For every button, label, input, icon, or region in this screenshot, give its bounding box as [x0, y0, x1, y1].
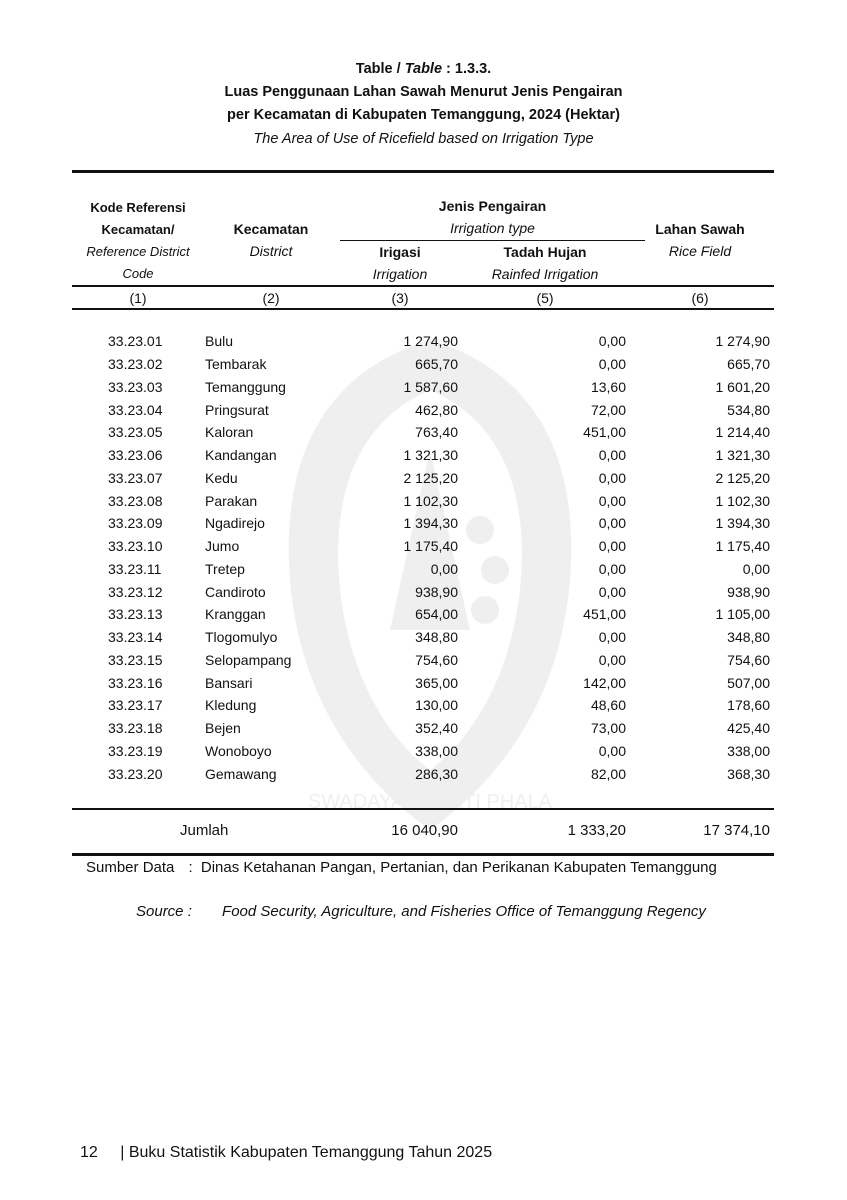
- district-name: Selopampang: [205, 652, 292, 668]
- table-top-rule: [72, 170, 774, 173]
- district-code: 33.23.02: [108, 356, 163, 372]
- table-row: [0, 743, 847, 766]
- district-code: 33.23.19: [108, 743, 163, 759]
- district-name: Kranggan: [205, 606, 266, 622]
- rice-field-value: 1 601,20: [715, 379, 770, 395]
- table-title-id-line2: per Kecamatan di Kabupaten Temanggung, 2024 (Hektar): [227, 107, 620, 123]
- total-label: Jumlah: [180, 822, 229, 839]
- rainfed-value: 142,00: [583, 675, 626, 691]
- district-name: Kandangan: [205, 447, 277, 463]
- district-code: 33.23.13: [108, 606, 163, 622]
- table-row: [0, 356, 847, 379]
- district-code: 33.23.10: [108, 538, 163, 554]
- irrigation-value: 130,00: [415, 697, 458, 713]
- irrigation-value: 763,40: [415, 424, 458, 440]
- irrigation-value: 2 125,20: [403, 470, 458, 486]
- irrigation-value: 348,80: [415, 629, 458, 645]
- rainfed-value: 82,00: [590, 766, 626, 782]
- district-code: 33.23.17: [108, 697, 163, 713]
- rice-field-value: 1 321,30: [715, 447, 770, 463]
- rice-field-value: 938,90: [727, 584, 770, 600]
- rainfed-value: 451,00: [583, 424, 626, 440]
- table-row: [0, 720, 847, 743]
- table-row: [0, 379, 847, 402]
- district-code: 33.23.07: [108, 470, 163, 486]
- rice-field-value: 665,70: [727, 356, 770, 372]
- rainfed-value: 0,00: [598, 493, 626, 509]
- table-row: [0, 470, 847, 493]
- rainfed-value: 0,00: [598, 538, 626, 554]
- irrigation-value: 352,40: [415, 720, 458, 736]
- irrigation-value: 1 587,60: [403, 379, 458, 395]
- district-code: 33.23.18: [108, 720, 163, 736]
- table-row: [0, 766, 847, 789]
- table-row: [0, 675, 847, 698]
- col-number-3: (3): [391, 290, 409, 306]
- table-row: [0, 493, 847, 516]
- rice-field-value: 1 394,30: [715, 515, 770, 531]
- source-en-text: Food Security, Agriculture, and Fisheries Office of Temanggung Regency: [222, 903, 706, 920]
- rice-field-value: 754,60: [727, 652, 770, 668]
- table-row: [0, 629, 847, 652]
- source-id-colon: :: [188, 859, 193, 876]
- rice-field-value: 1 274,90: [715, 333, 770, 349]
- rainfed-value: 13,60: [590, 379, 626, 395]
- irrigation-value: 1 321,30: [403, 447, 458, 463]
- rice-field-value: 338,00: [727, 743, 770, 759]
- district-code: 33.23.16: [108, 675, 163, 691]
- header-irrigation: Irigasi Irrigation: [372, 244, 428, 282]
- source-id: [86, 859, 717, 876]
- rainfed-value: 0,00: [598, 447, 626, 463]
- rainfed-value: 0,00: [598, 470, 626, 486]
- district-code: 33.23.09: [108, 515, 163, 531]
- irrigation-value: 754,60: [415, 652, 458, 668]
- footer-book-title: | Buku Statistik Kabupaten Temanggung Tahun 2025: [120, 1144, 493, 1161]
- district-name: Parakan: [205, 493, 258, 509]
- header-district: Kecamatan District: [233, 221, 309, 259]
- body-bottom-rule: [72, 808, 774, 810]
- district-code: 33.23.01: [108, 333, 163, 349]
- rice-field-value: 2 125,20: [715, 470, 770, 486]
- district-name: Candiroto: [205, 584, 266, 600]
- irrigation-value: 1 102,30: [403, 493, 458, 509]
- district-code: 33.23.11: [108, 561, 162, 577]
- irrigation-value: 365,00: [415, 675, 458, 691]
- table-row: [0, 447, 847, 470]
- table-row: [0, 424, 847, 447]
- district-code: 33.23.06: [108, 447, 163, 463]
- district-code: 33.23.20: [108, 766, 163, 782]
- district-name: Kedu: [205, 470, 238, 486]
- district-name: Bejen: [205, 720, 241, 736]
- total-rice-field: 17 374,10: [703, 822, 770, 839]
- watermark-text: SWADAYA BHAKTI PHALA: [307, 791, 553, 813]
- rice-field-value: 1 105,00: [715, 606, 770, 622]
- rice-field-value: 534,80: [727, 402, 770, 418]
- table-title-en: The Area of Use of Ricefield based on Irrigation Type: [253, 131, 594, 147]
- header-irrigation-type: Jenis Pengairan Irrigation type: [438, 198, 547, 236]
- irrigation-value: 0,00: [430, 561, 458, 577]
- table-bottom-rule: [72, 853, 774, 856]
- table-row: [0, 697, 847, 720]
- district-name: Kaloran: [205, 424, 254, 440]
- district-name: Ngadirejo: [205, 515, 265, 531]
- table-row: [0, 538, 847, 561]
- table-row: [0, 515, 847, 538]
- district-code: 33.23.14: [108, 629, 163, 645]
- table-row: [0, 402, 847, 425]
- rainfed-value: 73,00: [590, 720, 626, 736]
- irrigation-value: 665,70: [415, 356, 458, 372]
- table-title-id-line1: Luas Penggunaan Lahan Sawah Menurut Jenis Pengairan: [224, 84, 623, 100]
- rice-field-value: 368,30: [727, 766, 770, 782]
- source-id-text: Dinas Ketahanan Pangan, Pertanian, dan Perikanan Kabupaten Temanggung: [200, 859, 717, 876]
- district-name: Kledung: [205, 697, 257, 713]
- rice-field-value: 1 102,30: [715, 493, 770, 509]
- district-name: Wonoboyo: [205, 743, 272, 759]
- district-name: Temanggung: [205, 379, 286, 395]
- col-number-5: (5): [536, 290, 554, 306]
- col-number-1: (1): [129, 290, 147, 306]
- district-code: 33.23.04: [108, 402, 163, 418]
- rice-field-value: 1 214,40: [715, 424, 770, 440]
- district-code: 33.23.05: [108, 424, 163, 440]
- total-irrigation: 16 040,90: [391, 822, 458, 839]
- district-code: 33.23.08: [108, 493, 163, 509]
- rainfed-value: 0,00: [598, 561, 626, 577]
- col-number-6: (6): [691, 290, 709, 306]
- rainfed-value: 72,00: [590, 402, 626, 418]
- irrigation-value: 462,80: [415, 402, 458, 418]
- source-en: [136, 903, 706, 920]
- irrigation-value: 1 274,90: [403, 333, 458, 349]
- district-name: Jumo: [205, 538, 240, 554]
- rainfed-value: 0,00: [598, 743, 626, 759]
- col-number-2: (2): [262, 290, 280, 306]
- district-name: Pringsurat: [205, 402, 269, 418]
- rainfed-value: 451,00: [583, 606, 626, 622]
- rainfed-value: 0,00: [598, 333, 626, 349]
- district-code: 33.23.03: [108, 379, 163, 395]
- rice-field-value: 0,00: [742, 561, 770, 577]
- irrigation-value: 1 175,40: [403, 538, 458, 554]
- table-row: [0, 606, 847, 629]
- district-name: Bansari: [205, 675, 253, 691]
- total-rainfed: 1 333,20: [567, 822, 626, 839]
- district-code: 33.23.15: [108, 652, 163, 668]
- rice-field-value: 425,40: [727, 720, 770, 736]
- rainfed-value: 0,00: [598, 629, 626, 645]
- district-name: Tlogomulyo: [205, 629, 278, 645]
- irrigation-value: 938,90: [415, 584, 458, 600]
- header-district-code: Kode Referensi Kecamatan/ Reference District Code: [86, 200, 190, 281]
- source-id-label: Sumber Data: [86, 859, 175, 876]
- rainfed-value: 0,00: [598, 356, 626, 372]
- rainfed-value: 0,00: [598, 584, 626, 600]
- irrigation-value: 1 394,30: [403, 515, 458, 531]
- district-name: Tembarak: [205, 356, 267, 372]
- irrigation-value: 286,30: [415, 766, 458, 782]
- table-row: [0, 652, 847, 675]
- rainfed-value: 48,60: [590, 697, 626, 713]
- header-rainfed: Tadah Hujan Rainfed Irrigation: [491, 244, 599, 282]
- table-title-block: [0, 58, 847, 151]
- district-name: Gemawang: [205, 766, 277, 782]
- table-number: Table / Table : 1.3.3.: [355, 61, 492, 77]
- rice-field-value: 178,60: [727, 697, 770, 713]
- table-row: [0, 333, 847, 356]
- page-footer: [80, 1144, 492, 1162]
- irrigation-value: 338,00: [415, 743, 458, 759]
- rainfed-value: 0,00: [598, 515, 626, 531]
- page-number: 12: [80, 1144, 98, 1161]
- rice-field-value: 1 175,40: [715, 538, 770, 554]
- table-row: [0, 584, 847, 607]
- source-en-label: Source :: [136, 903, 192, 920]
- rainfed-value: 0,00: [598, 652, 626, 668]
- irrigation-value: 654,00: [415, 606, 458, 622]
- district-name: Tretep: [205, 561, 245, 577]
- table-row: [0, 561, 847, 584]
- header-rice-field: Lahan Sawah Rice Field: [655, 221, 745, 259]
- district-name: Bulu: [205, 333, 234, 349]
- rice-field-value: 348,80: [727, 629, 770, 645]
- rice-field-value: 507,00: [727, 675, 770, 691]
- district-code: 33.23.12: [108, 584, 163, 600]
